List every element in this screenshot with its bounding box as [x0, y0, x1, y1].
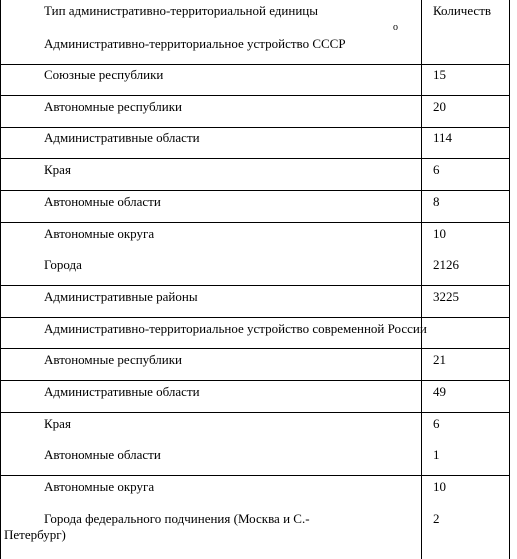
header-count-label: Количеств: [433, 3, 492, 18]
section-title-russia: Административно-территориальное устройство современной России: [44, 321, 427, 336]
table-row-name: Города федерального подчинения (Москва и С.-: [44, 511, 310, 526]
table-row-count: 6: [433, 162, 440, 177]
table-row-count: 114: [433, 130, 453, 145]
header-superscript: о: [393, 22, 398, 33]
row-divider: [0, 317, 510, 318]
row-divider: [0, 285, 510, 286]
table-row-name-continuation: Петербург): [4, 527, 66, 542]
table-row-name: Края: [44, 416, 71, 431]
table-row-name: Административные области: [44, 130, 200, 145]
table-row-count: 49: [433, 384, 446, 399]
table-row-count: 15: [433, 67, 446, 82]
table-row-count: 10: [433, 479, 446, 494]
row-divider: [0, 158, 510, 159]
table-row-name: Автономные республики: [44, 352, 183, 367]
row-divider: [0, 475, 510, 476]
row-divider: [0, 222, 510, 223]
table-row-count: 3225: [433, 289, 459, 304]
table-row-name: Города: [44, 257, 82, 272]
table-row-name: Союзные республики: [44, 67, 164, 82]
section-title-ussr: Административно-территориальное устройство СССР: [44, 36, 346, 51]
row-divider: [0, 412, 510, 413]
row-divider: [0, 380, 510, 381]
table-row-count: 8: [433, 194, 440, 209]
table-row-count: 10: [433, 226, 446, 241]
table-row-name: Автономные области: [44, 447, 161, 462]
table-row-name: Автономные республики: [44, 99, 183, 114]
row-divider: [0, 127, 510, 128]
table-row-count: 20: [433, 99, 446, 114]
row-divider: [0, 348, 510, 349]
header-type-label: Тип административно-территориальной единицы: [44, 3, 318, 18]
table-row-count: 6: [433, 416, 440, 431]
table-row-count: 21: [433, 352, 446, 367]
row-divider: [0, 64, 510, 65]
row-divider: [0, 190, 510, 191]
table-row-name: Автономные округа: [44, 479, 155, 494]
row-divider: [0, 95, 510, 96]
table-row-count: 2: [433, 511, 440, 526]
table-row-name: Административные области: [44, 384, 200, 399]
table-row-count: 1: [433, 447, 440, 462]
table-row-count: 2126: [433, 257, 459, 272]
table-row-name: Автономные округа: [44, 226, 155, 241]
table-row-name: Автономные области: [44, 194, 161, 209]
table-row-name: Края: [44, 162, 71, 177]
table-row-name: Административные районы: [44, 289, 198, 304]
